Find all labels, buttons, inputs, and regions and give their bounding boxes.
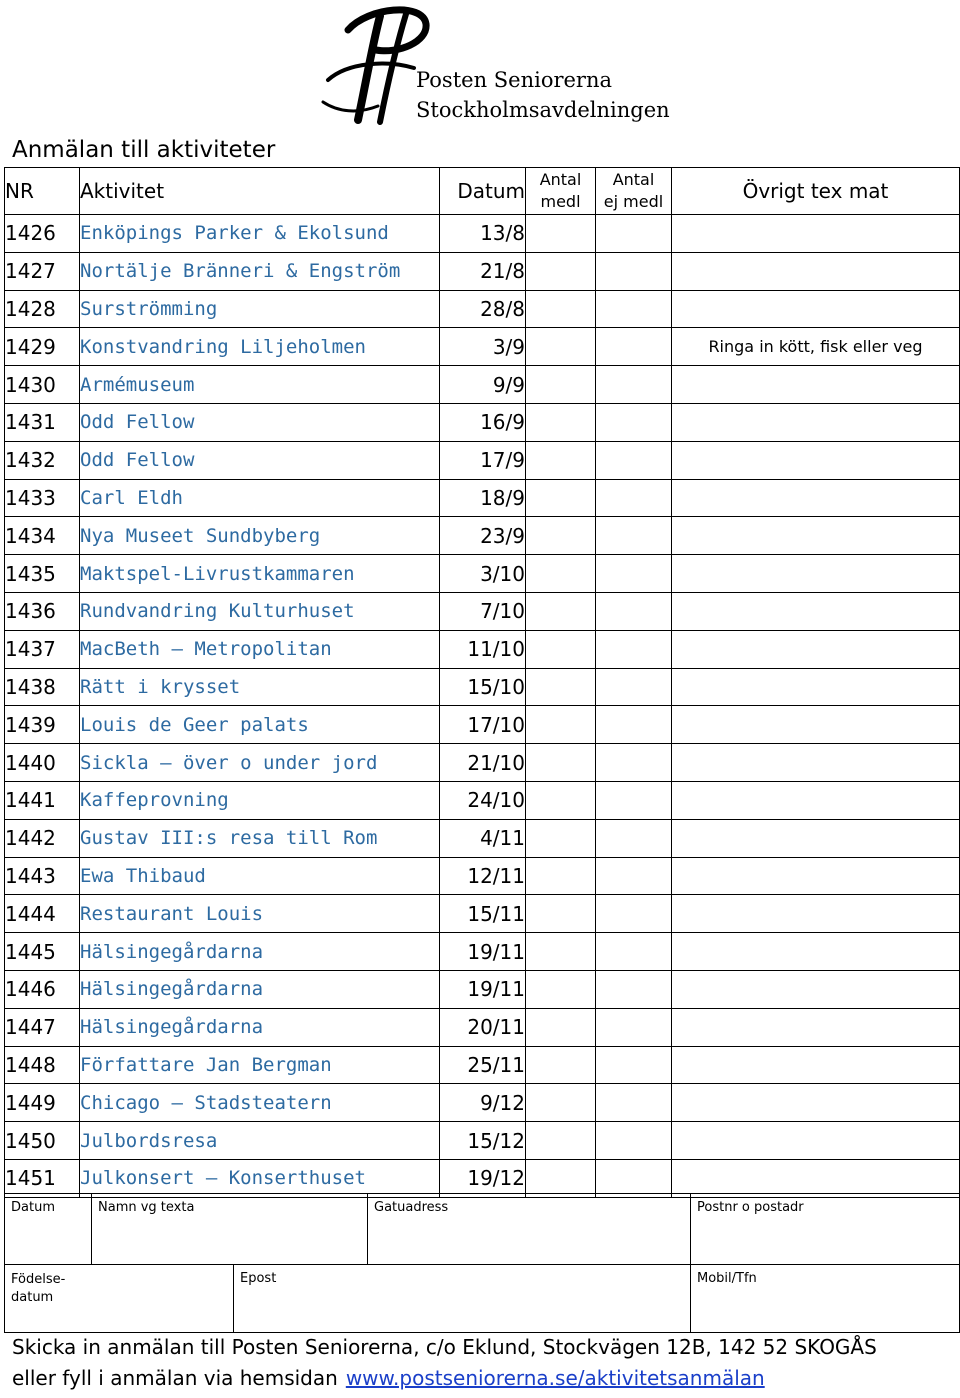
- mailing-instructions: Skicka in anmälan till Posten Seniorerna, c/o Eklund, Stockvägen 12B, 142 52 SKOGÅS: [12, 1335, 877, 1359]
- member-count-cell[interactable]: [526, 290, 596, 328]
- nonmember-count-cell[interactable]: [596, 290, 672, 328]
- activity-date: 15/11: [440, 895, 526, 933]
- phone-field[interactable]: [691, 1265, 960, 1333]
- table-header-row: [5, 168, 960, 215]
- member-count-cell[interactable]: [526, 479, 596, 517]
- member-count-cell[interactable]: [526, 970, 596, 1008]
- other-notes-cell[interactable]: [672, 252, 960, 290]
- activity-number: 1446: [5, 970, 80, 1008]
- header-nonmember-count-line1: Antal: [612, 170, 655, 189]
- nonmember-count-cell[interactable]: [596, 706, 672, 744]
- table-row: [5, 1046, 960, 1084]
- page-title: Anmälan till aktiviteter: [12, 137, 276, 163]
- postal-address-field-label: Postnr o postadr: [697, 1200, 804, 1215]
- logo-org-name: Posten Seniorerna: [416, 68, 613, 92]
- birth-date-label-line2: datum: [11, 1290, 54, 1305]
- activity-date: 19/11: [440, 933, 526, 971]
- activity-number: 1428: [5, 290, 80, 328]
- table-row: [5, 895, 960, 933]
- nonmember-count-cell[interactable]: [596, 592, 672, 630]
- other-notes-cell[interactable]: [672, 857, 960, 895]
- online-instructions-text: eller fyll i anmälan via hemsidan: [12, 1366, 338, 1390]
- activity-name: Konstvandring Liljeholmen: [80, 328, 440, 366]
- member-count-cell[interactable]: [526, 630, 596, 668]
- activity-number: 1427: [5, 252, 80, 290]
- other-notes-cell[interactable]: [672, 592, 960, 630]
- table-row: [5, 592, 960, 630]
- activity-name: Gustav III:s resa till Rom: [80, 819, 440, 857]
- member-count-cell[interactable]: [526, 933, 596, 971]
- nonmember-count-cell[interactable]: [596, 895, 672, 933]
- activity-number: 1451: [5, 1159, 80, 1197]
- birth-date-field[interactable]: [5, 1265, 234, 1333]
- nonmember-count-cell[interactable]: [596, 215, 672, 253]
- nonmember-count-cell[interactable]: [596, 970, 672, 1008]
- member-count-cell[interactable]: [526, 252, 596, 290]
- header-nr: NR: [5, 168, 80, 215]
- activity-name: Hälsingegårdarna: [80, 933, 440, 971]
- header-nonmember-count-line2: ej medl: [603, 192, 664, 211]
- nonmember-count-cell[interactable]: [596, 555, 672, 593]
- activity-date: 25/11: [440, 1046, 526, 1084]
- activity-date: 3/10: [440, 555, 526, 593]
- member-count-cell[interactable]: [526, 328, 596, 366]
- header-member-count-line1: Antal: [539, 170, 582, 189]
- other-notes-cell[interactable]: [672, 668, 960, 706]
- activity-date: 19/12: [440, 1159, 526, 1197]
- activity-date: 19/11: [440, 970, 526, 1008]
- logo: [318, 2, 670, 132]
- activity-number: 1444: [5, 895, 80, 933]
- header-date: Datum: [440, 168, 526, 215]
- activity-table: [4, 167, 960, 1198]
- activity-number: 1431: [5, 403, 80, 441]
- member-count-cell[interactable]: [526, 819, 596, 857]
- other-notes-cell[interactable]: [672, 479, 960, 517]
- activity-number: 1434: [5, 517, 80, 555]
- table-row: [5, 290, 960, 328]
- street-address-field-label: Gatuadress: [374, 1200, 449, 1215]
- nonmember-count-cell[interactable]: [596, 819, 672, 857]
- other-notes-cell[interactable]: [672, 555, 960, 593]
- activity-name: Julkonsert – Konserthuset: [80, 1159, 440, 1197]
- activity-name: Ewa Thibaud: [80, 857, 440, 895]
- member-count-cell[interactable]: [526, 857, 596, 895]
- registration-form: [4, 1193, 960, 1333]
- activity-name: MacBeth – Metropolitan: [80, 630, 440, 668]
- activity-date: 21/10: [440, 744, 526, 782]
- activity-date: 17/10: [440, 706, 526, 744]
- table-row: [5, 630, 960, 668]
- activity-number: 1439: [5, 706, 80, 744]
- activity-number: 1450: [5, 1122, 80, 1160]
- other-notes-cell[interactable]: [672, 1084, 960, 1122]
- nonmember-count-cell[interactable]: [596, 630, 672, 668]
- member-count-cell[interactable]: [526, 1122, 596, 1160]
- other-notes-cell[interactable]: [672, 744, 960, 782]
- activity-number: 1441: [5, 781, 80, 819]
- activity-name: Armémuseum: [80, 366, 440, 404]
- activity-date: 9/9: [440, 366, 526, 404]
- member-count-cell[interactable]: [526, 215, 596, 253]
- table-row: [5, 252, 960, 290]
- activity-name: Chicago – Stadsteatern: [80, 1084, 440, 1122]
- activity-number: 1440: [5, 744, 80, 782]
- activity-date: 16/9: [440, 403, 526, 441]
- nonmember-count-cell[interactable]: [596, 441, 672, 479]
- activity-number: 1442: [5, 819, 80, 857]
- activity-number: 1433: [5, 479, 80, 517]
- table-row: [5, 441, 960, 479]
- street-address-field[interactable]: [368, 1194, 691, 1265]
- activity-name: Julbordsresa: [80, 1122, 440, 1160]
- activity-name: Surströmming: [80, 290, 440, 328]
- table-row: [5, 819, 960, 857]
- activity-number: 1445: [5, 933, 80, 971]
- other-notes-cell[interactable]: [672, 933, 960, 971]
- nonmember-count-cell[interactable]: [596, 744, 672, 782]
- header-member-count: [526, 168, 596, 215]
- member-count-cell[interactable]: [526, 555, 596, 593]
- activity-number: 1447: [5, 1008, 80, 1046]
- activity-name: Rätt i krysset: [80, 668, 440, 706]
- activity-date: 7/10: [440, 592, 526, 630]
- postal-address-field[interactable]: [691, 1194, 960, 1265]
- activity-date: 3/9: [440, 328, 526, 366]
- name-field-label: Namn vg texta: [98, 1200, 195, 1215]
- activity-name: Louis de Geer palats: [80, 706, 440, 744]
- nonmember-count-cell[interactable]: [596, 1046, 672, 1084]
- activity-name: Nortälje Bränneri & Engström: [80, 252, 440, 290]
- nonmember-count-cell[interactable]: [596, 403, 672, 441]
- logo-division-name: Stockholmsavdelningen: [416, 98, 670, 122]
- table-row: [5, 1122, 960, 1160]
- activity-name: Restaurant Louis: [80, 895, 440, 933]
- online-instructions: [12, 1366, 765, 1390]
- other-notes-cell[interactable]: [672, 706, 960, 744]
- activity-number: 1435: [5, 555, 80, 593]
- activity-number: 1437: [5, 630, 80, 668]
- member-count-cell[interactable]: [526, 366, 596, 404]
- other-notes-cell[interactable]: [672, 1046, 960, 1084]
- activity-date: 23/9: [440, 517, 526, 555]
- activity-number: 1436: [5, 592, 80, 630]
- activity-number: 1430: [5, 366, 80, 404]
- other-notes-cell[interactable]: [672, 895, 960, 933]
- member-count-cell[interactable]: [526, 706, 596, 744]
- header-nonmember-count: [596, 168, 672, 215]
- other-notes-cell[interactable]: [672, 517, 960, 555]
- table-row: [5, 706, 960, 744]
- table-row: [5, 970, 960, 1008]
- form-row-2: [5, 1265, 960, 1333]
- member-count-cell[interactable]: [526, 668, 596, 706]
- name-field[interactable]: [92, 1194, 368, 1265]
- other-notes-cell[interactable]: [672, 630, 960, 668]
- activity-date: 24/10: [440, 781, 526, 819]
- member-count-cell[interactable]: [526, 895, 596, 933]
- other-notes-cell[interactable]: [672, 819, 960, 857]
- header-activity: Aktivitet: [80, 168, 440, 215]
- nonmember-count-cell[interactable]: [596, 933, 672, 971]
- activity-date: 17/9: [440, 441, 526, 479]
- other-notes-cell[interactable]: [672, 781, 960, 819]
- email-field-label: Epost: [240, 1271, 277, 1286]
- table-row: [5, 555, 960, 593]
- member-count-cell[interactable]: [526, 1159, 596, 1197]
- activity-date: 13/8: [440, 215, 526, 253]
- activity-date: 11/10: [440, 630, 526, 668]
- activity-name: Maktspel-Livrustkammaren: [80, 555, 440, 593]
- other-notes-cell[interactable]: Ringa in kött, fisk eller veg: [672, 328, 960, 366]
- registration-website-link[interactable]: www.postseniorerna.se/aktivitetsanmälan: [345, 1366, 765, 1390]
- nonmember-count-cell[interactable]: [596, 479, 672, 517]
- activity-date: 28/8: [440, 290, 526, 328]
- activity-name: Sickla – över o under jord: [80, 744, 440, 782]
- nonmember-count-cell[interactable]: [596, 781, 672, 819]
- nonmember-count-cell[interactable]: [596, 517, 672, 555]
- activity-number: 1443: [5, 857, 80, 895]
- other-notes-cell[interactable]: [672, 441, 960, 479]
- other-notes-cell[interactable]: [672, 1008, 960, 1046]
- other-notes-cell[interactable]: [672, 215, 960, 253]
- activity-date: 21/8: [440, 252, 526, 290]
- activity-name: Kaffeprovning: [80, 781, 440, 819]
- activity-name: Odd Fellow: [80, 403, 440, 441]
- nonmember-count-cell[interactable]: [596, 1084, 672, 1122]
- table-row: [5, 403, 960, 441]
- activity-name: Nya Museet Sundbyberg: [80, 517, 440, 555]
- activity-number: 1448: [5, 1046, 80, 1084]
- other-notes-cell[interactable]: [672, 1122, 960, 1160]
- activity-name: Odd Fellow: [80, 441, 440, 479]
- activity-date: 4/11: [440, 819, 526, 857]
- other-notes-cell[interactable]: [672, 366, 960, 404]
- phone-field-label: Mobil/Tfn: [697, 1271, 757, 1286]
- table-row: [5, 479, 960, 517]
- activity-date: 15/12: [440, 1122, 526, 1160]
- activity-date: 18/9: [440, 479, 526, 517]
- activity-date: 20/11: [440, 1008, 526, 1046]
- date-field[interactable]: [5, 1194, 92, 1265]
- activity-number: 1432: [5, 441, 80, 479]
- table-row: [5, 328, 960, 366]
- member-count-cell[interactable]: [526, 781, 596, 819]
- email-field[interactable]: [234, 1265, 691, 1333]
- activity-name: Hälsingegårdarna: [80, 970, 440, 1008]
- activity-number: 1438: [5, 668, 80, 706]
- table-row: [5, 668, 960, 706]
- table-row: [5, 744, 960, 782]
- table-row: [5, 517, 960, 555]
- nonmember-count-cell[interactable]: [596, 1122, 672, 1160]
- nonmember-count-cell[interactable]: [596, 857, 672, 895]
- member-count-cell[interactable]: [526, 1084, 596, 1122]
- other-notes-cell[interactable]: [672, 290, 960, 328]
- activity-number: 1429: [5, 328, 80, 366]
- date-field-label: Datum: [11, 1200, 55, 1215]
- other-notes-cell[interactable]: [672, 403, 960, 441]
- activity-name: Författare Jan Bergman: [80, 1046, 440, 1084]
- table-row: [5, 215, 960, 253]
- member-count-cell[interactable]: [526, 403, 596, 441]
- member-count-cell[interactable]: [526, 1008, 596, 1046]
- activity-date: 12/11: [440, 857, 526, 895]
- activity-name: Hälsingegårdarna: [80, 1008, 440, 1046]
- activity-name: Carl Eldh: [80, 479, 440, 517]
- header-member-count-line2: medl: [540, 192, 581, 211]
- activity-name: Rundvandring Kulturhuset: [80, 592, 440, 630]
- table-row: [5, 1159, 960, 1197]
- member-count-cell[interactable]: [526, 517, 596, 555]
- table-row: [5, 933, 960, 971]
- nonmember-count-cell[interactable]: [596, 252, 672, 290]
- member-count-cell[interactable]: [526, 441, 596, 479]
- activity-name: Enköpings Parker & Ekolsund: [80, 215, 440, 253]
- activity-number: 1426: [5, 215, 80, 253]
- activity-date: 15/10: [440, 668, 526, 706]
- other-notes-cell[interactable]: [672, 970, 960, 1008]
- member-count-cell[interactable]: [526, 592, 596, 630]
- header-other: Övrigt tex mat: [672, 168, 960, 215]
- member-count-cell[interactable]: [526, 744, 596, 782]
- nonmember-count-cell[interactable]: [596, 668, 672, 706]
- nonmember-count-cell[interactable]: [596, 1008, 672, 1046]
- nonmember-count-cell[interactable]: [596, 328, 672, 366]
- other-notes-cell[interactable]: [672, 1159, 960, 1197]
- nonmember-count-cell[interactable]: [596, 1159, 672, 1197]
- member-count-cell[interactable]: [526, 1046, 596, 1084]
- activity-date: 9/12: [440, 1084, 526, 1122]
- activity-number: 1449: [5, 1084, 80, 1122]
- form-row-1: [5, 1194, 960, 1265]
- nonmember-count-cell[interactable]: [596, 366, 672, 404]
- table-row: [5, 1084, 960, 1122]
- table-row: [5, 857, 960, 895]
- table-row: [5, 1008, 960, 1046]
- birth-date-label-line1: Födelse-: [11, 1272, 66, 1287]
- table-row: [5, 366, 960, 404]
- table-row: [5, 781, 960, 819]
